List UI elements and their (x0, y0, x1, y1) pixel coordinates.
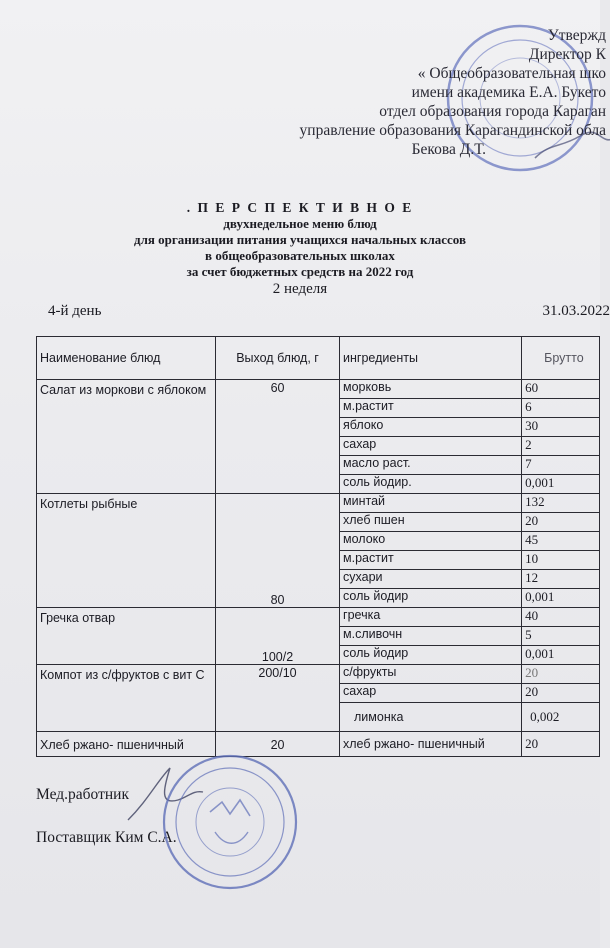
ingredient-qty: 20 (522, 684, 600, 703)
signature-supplier: Поставщик Ким С.А. (36, 829, 177, 846)
menu-table (36, 336, 600, 757)
col-header-brutto: Брутто (522, 337, 600, 380)
col-header-dish: Наименование блюд (37, 337, 216, 380)
dish-name: Хлеб ржано- пшеничный (37, 732, 216, 757)
ingredient-name: м.сливочн (340, 627, 522, 646)
dish-name: Компот из с/фруктов с вит С (37, 665, 216, 732)
ingredient-name: морковь (340, 380, 522, 399)
ingredient-qty: 12 (522, 570, 600, 589)
ingredient-name: лимонка (340, 703, 522, 732)
approval-line: Утвержд (547, 27, 606, 44)
day-date: 31.03.2022 (542, 303, 610, 319)
col-header-ingredients: ингредиенты (340, 337, 522, 380)
dish-yield: 80 (216, 494, 340, 608)
ingredient-name: сахар (340, 684, 522, 703)
ingredient-name: яблоко (340, 418, 522, 437)
ingredient-name: минтай (340, 494, 522, 513)
ingredient-qty: 40 (522, 608, 600, 627)
subtitle-line: за счет бюджетных средств на 2022 год (186, 264, 414, 279)
dish-yield: 200/10 (216, 665, 340, 732)
ingredient-qty: 60 (522, 380, 600, 399)
approval-line: отдел образования города Караган (379, 103, 606, 120)
ingredient-qty: 6 (522, 399, 600, 418)
col-header-yield: Выход блюд, г (216, 337, 340, 380)
subtitle-line: для организации питания учащихся начальных классов (134, 232, 466, 247)
ingredient-qty: 2 (522, 437, 600, 456)
ingredient-name: соль йодир. (340, 475, 522, 494)
ingredient-qty: 7 (522, 456, 600, 475)
approval-block (226, 26, 606, 159)
ingredient-qty: 0,001 (522, 589, 600, 608)
dish-yield: 20 (216, 732, 340, 757)
subtitle-line: двухнедельное меню блюд (223, 216, 377, 231)
day-label: 4-й день (48, 303, 102, 319)
week-label: 2 неделя (272, 281, 328, 297)
ingredient-qty: 0,001 (522, 646, 600, 665)
ingredient-name: с/фрукты (340, 665, 522, 684)
ingredient-qty: 10 (522, 551, 600, 570)
dish-yield: 100/2 (216, 608, 340, 665)
table-row (37, 608, 600, 627)
approval-line: Директор К (528, 46, 606, 63)
dish-yield: 60 (216, 380, 340, 494)
subtitle-line: в общеобразовательных школах (205, 248, 395, 263)
ingredient-name: сахар (340, 437, 522, 456)
dish-name: Котлеты рыбные (37, 494, 216, 608)
table-row (37, 732, 600, 757)
ingredient-qty: 20 (522, 513, 600, 532)
table-row (37, 665, 600, 684)
day-row (48, 303, 610, 320)
table-row (37, 494, 600, 513)
ingredient-qty: 5 (522, 627, 600, 646)
ingredient-name: сухари (340, 570, 522, 589)
ingredient-qty: 132 (522, 494, 600, 513)
ingredient-name: масло раст. (340, 456, 522, 475)
ingredient-name: хлеб ржано- пшеничный (340, 732, 522, 757)
ingredient-qty: 20 (522, 732, 600, 757)
ingredient-qty: 20 (522, 665, 600, 684)
ingredient-name: м.растит (340, 399, 522, 418)
table-header-row (37, 337, 600, 380)
dish-name: Гречка отвар (37, 608, 216, 665)
ingredient-qty: 0,001 (522, 475, 600, 494)
approval-line: управление образования Карагандинской обла (299, 122, 606, 139)
approval-line: « Общеобразовательная шко (417, 65, 606, 82)
ingredient-name: м.растит (340, 551, 522, 570)
ingredient-name: соль йодир (340, 646, 522, 665)
ingredient-name: молоко (340, 532, 522, 551)
table-row (37, 380, 600, 399)
approval-line: Бекова Д.Т. (411, 141, 486, 158)
dish-name: Салат из моркови с яблоком (37, 380, 216, 494)
ingredient-name: хлеб пшен (340, 513, 522, 532)
ingredient-qty: 0,002 (522, 703, 600, 732)
ingredient-name: гречка (340, 608, 522, 627)
signature-medic: Мед.работник (36, 786, 129, 803)
approval-line: имени академика Е.А. Букето (411, 84, 606, 101)
title-block (0, 200, 600, 298)
round-stamp-bottom (160, 752, 300, 892)
ingredient-qty: 45 (522, 532, 600, 551)
document-title: . П Е Р С П Е К Т И В Н О Е (186, 200, 414, 215)
ingredient-name: соль йодир (340, 589, 522, 608)
ingredient-qty: 30 (522, 418, 600, 437)
